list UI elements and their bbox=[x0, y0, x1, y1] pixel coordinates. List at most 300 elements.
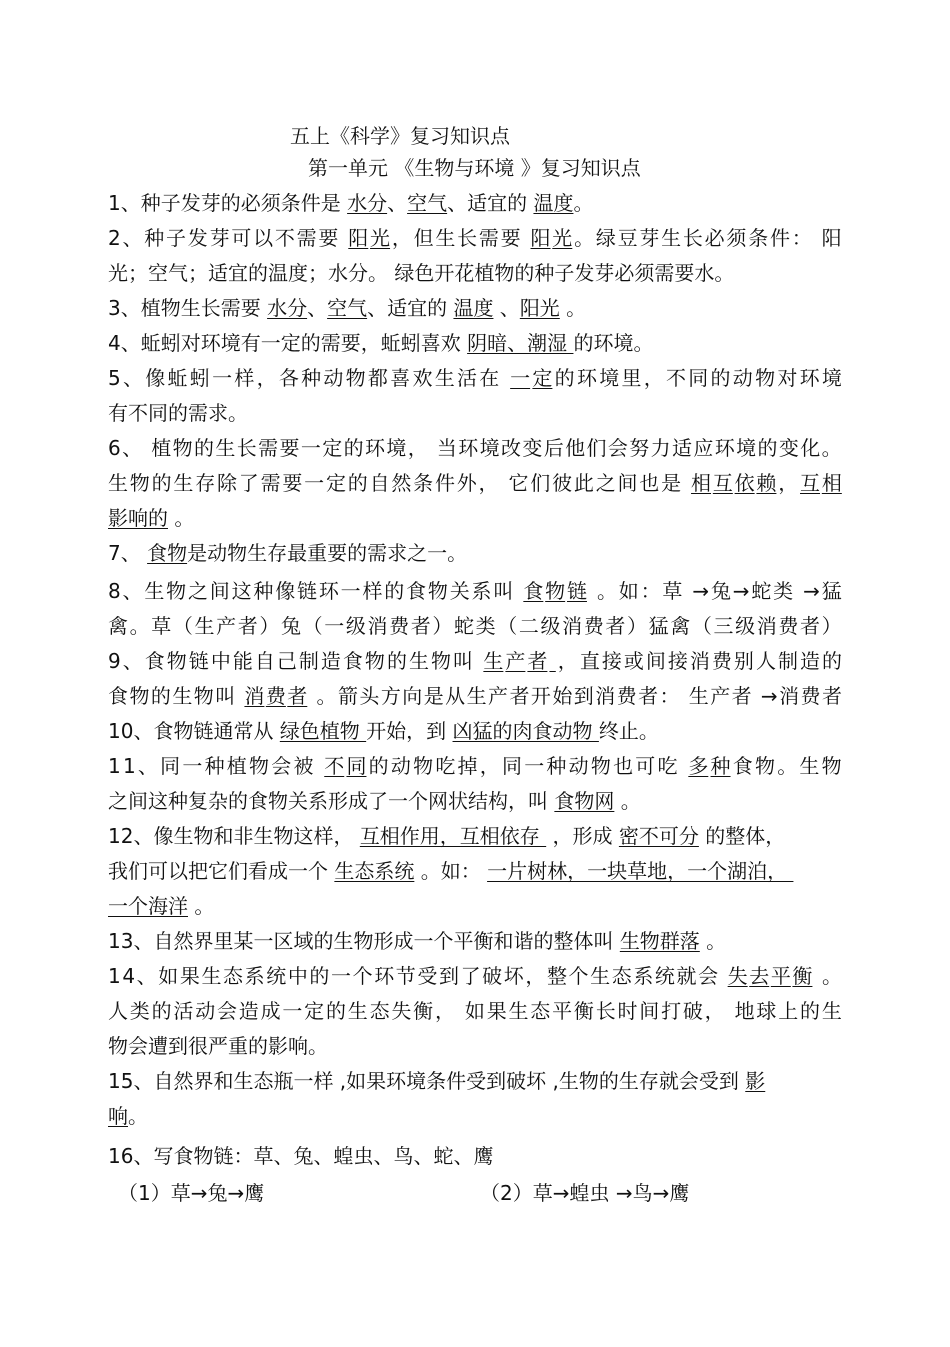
text-char: 到 bbox=[573, 684, 594, 708]
text-char: ， bbox=[407, 436, 428, 460]
text-segment: 的环境。 bbox=[573, 331, 654, 355]
text-char: 者 bbox=[237, 614, 258, 638]
text-char: 、 bbox=[122, 649, 143, 673]
answer-char: 平 bbox=[770, 964, 791, 988]
text-segment: 10、食物链通常从 bbox=[108, 719, 280, 743]
text-char: 关 bbox=[449, 579, 470, 603]
text-char: 二 bbox=[518, 614, 539, 638]
text-char: 吃 bbox=[657, 754, 678, 778]
text-char: 要 bbox=[318, 226, 339, 250]
text-line bbox=[108, 1068, 842, 1094]
text-char: 豆 bbox=[617, 226, 638, 250]
text-segment: 3、植物生长需要 bbox=[108, 296, 268, 320]
text-char: 各 bbox=[278, 366, 299, 390]
text-char: 要 bbox=[282, 471, 303, 495]
text-char: 生 bbox=[347, 999, 368, 1023]
text-char: 费 bbox=[389, 614, 410, 638]
text-char: 。 bbox=[777, 754, 798, 778]
answer-char: 相 bbox=[691, 471, 712, 495]
text-char: 变 bbox=[522, 436, 543, 460]
text-char: 环 bbox=[374, 964, 395, 988]
answer-char: 相 bbox=[821, 471, 842, 495]
text-char: 发 bbox=[187, 226, 208, 250]
text-segment: 是动物生存最重要的需求之一。 bbox=[187, 541, 468, 565]
text-char: 条 bbox=[748, 226, 769, 250]
text-char: 。 bbox=[129, 614, 150, 638]
answer-blank: 水分 bbox=[267, 296, 308, 320]
text-char: 长 bbox=[457, 226, 478, 250]
answer-char: 光 bbox=[370, 226, 391, 250]
text-segment: 。 bbox=[699, 929, 727, 953]
text-char: 的 bbox=[325, 999, 346, 1023]
text-char: 的 bbox=[151, 471, 172, 495]
text-char: （ bbox=[691, 614, 712, 638]
text-char: 级 bbox=[735, 614, 756, 638]
text-line bbox=[108, 1143, 842, 1169]
text-char: 能 bbox=[232, 649, 253, 673]
text-char bbox=[684, 578, 690, 604]
text-char: 食 bbox=[144, 649, 165, 673]
text-line bbox=[108, 683, 842, 709]
text-char: 力 bbox=[650, 436, 671, 460]
text-char: 。 bbox=[574, 226, 595, 250]
text-char: 生 bbox=[201, 964, 222, 988]
text-char: 8 bbox=[108, 579, 121, 603]
text-char bbox=[309, 683, 315, 709]
text-char: 样 bbox=[362, 579, 383, 603]
text-line bbox=[108, 998, 842, 1024]
food-chain-1: （1）草→兔→鹰 bbox=[118, 1181, 265, 1205]
text-char: 叫 bbox=[493, 579, 514, 603]
text-char: 长 bbox=[595, 999, 616, 1023]
text-char: 统 bbox=[654, 964, 675, 988]
text-char: 者 bbox=[821, 684, 842, 708]
text-char: 如 bbox=[464, 999, 485, 1023]
text-char: 、 bbox=[137, 754, 158, 778]
text-segment: 。如： bbox=[414, 859, 488, 883]
text-char: 种 bbox=[144, 226, 165, 250]
text-char: 就 bbox=[676, 964, 697, 988]
answer-char: 生 bbox=[483, 649, 504, 673]
text-char: 一 bbox=[282, 999, 303, 1023]
text-char: 从 bbox=[445, 684, 466, 708]
text-char: 的 bbox=[368, 754, 389, 778]
text-char: 生 bbox=[661, 226, 682, 250]
text-char: 定 bbox=[322, 436, 343, 460]
text-char: 2 bbox=[108, 226, 121, 250]
text-char: 的 bbox=[757, 436, 778, 460]
answer-blank: 生物群落 bbox=[619, 929, 700, 953]
answer-blank: 凶猛的肉食动物 bbox=[452, 719, 599, 743]
text-char: 如 bbox=[618, 579, 639, 603]
text-char: 费 bbox=[778, 614, 799, 638]
text-char: 定 bbox=[304, 999, 325, 1023]
text-char: 坏 bbox=[503, 964, 524, 988]
text-char: 蚓 bbox=[189, 366, 210, 390]
text-char: 环 bbox=[576, 366, 597, 390]
text-char: 的 bbox=[151, 999, 172, 1023]
text-char bbox=[753, 683, 759, 709]
text-char: 欢 bbox=[412, 366, 433, 390]
text-segment: 。 bbox=[559, 296, 587, 320]
answer-blank: 空气 bbox=[407, 191, 448, 215]
text-segment: 4、蚯蚓对环境有一定的需要，蚯蚓喜欢 bbox=[108, 331, 468, 355]
text-char: 物 bbox=[755, 366, 776, 390]
text-char: 以 bbox=[253, 226, 274, 250]
food-chain-2: （2）草→蝗虫 →鸟→鹰 bbox=[480, 1181, 690, 1205]
text-char: 长 bbox=[682, 226, 703, 250]
text-char: ， bbox=[643, 366, 664, 390]
text-line bbox=[108, 295, 842, 321]
text-char: 1 bbox=[122, 754, 136, 778]
text-line bbox=[108, 225, 842, 251]
text-char bbox=[726, 998, 732, 1024]
answer-blank: 空气 bbox=[327, 296, 368, 320]
text-char: 是 bbox=[661, 471, 682, 495]
text-char: ， bbox=[434, 999, 455, 1023]
text-char: 向 bbox=[402, 684, 423, 708]
text-char: 费 bbox=[711, 649, 732, 673]
answer-char: 一 bbox=[510, 366, 531, 390]
text-char: 一 bbox=[300, 436, 321, 460]
text-char: ） bbox=[432, 614, 453, 638]
text-char: 物 bbox=[166, 649, 187, 673]
text-char: 、 bbox=[123, 366, 143, 390]
text-char: 的 bbox=[710, 366, 731, 390]
text-char: 态 bbox=[530, 999, 551, 1023]
text-char: 9 bbox=[108, 649, 121, 673]
text-char: 的 bbox=[384, 579, 405, 603]
text-char: 、 bbox=[122, 579, 143, 603]
text-char: 物 bbox=[249, 754, 269, 778]
text-char: 掉 bbox=[457, 754, 478, 778]
text-char bbox=[502, 365, 508, 391]
text-char bbox=[515, 578, 521, 604]
text-char: 三 bbox=[713, 614, 734, 638]
text-char: 们 bbox=[586, 436, 607, 460]
text-char: 物 bbox=[193, 684, 214, 708]
text-line bbox=[108, 858, 842, 884]
text-char: 产 bbox=[710, 684, 731, 708]
text-char: 产 bbox=[488, 684, 509, 708]
text-char: 个 bbox=[352, 964, 373, 988]
text-char: （ bbox=[302, 614, 323, 638]
text-char: 境 bbox=[386, 436, 407, 460]
text-char: 会 bbox=[698, 964, 719, 988]
text-char: 境 bbox=[479, 436, 500, 460]
text-char: 生 bbox=[508, 999, 529, 1023]
text-char: ， bbox=[256, 366, 277, 390]
text-char: 节 bbox=[395, 964, 416, 988]
answer-blank: 生态系统 bbox=[334, 859, 415, 883]
text-char: 这 bbox=[231, 579, 252, 603]
text-char: 间 bbox=[639, 999, 660, 1023]
text-char bbox=[589, 578, 595, 604]
text-char: ） bbox=[259, 614, 280, 638]
text-segment: 终止。 bbox=[598, 719, 659, 743]
text-char: 境 bbox=[736, 436, 757, 460]
text-char: 。 bbox=[821, 436, 842, 460]
text-line bbox=[108, 788, 842, 814]
text-char: 条 bbox=[413, 471, 434, 495]
text-char bbox=[457, 998, 463, 1024]
text-char: 物 bbox=[821, 754, 842, 778]
text-char: 活 bbox=[456, 366, 477, 390]
text-char: 果 bbox=[486, 999, 507, 1023]
text-char: 衡 bbox=[413, 999, 434, 1023]
text-char: 需 bbox=[478, 226, 499, 250]
text-segment: 、适宜的 bbox=[447, 191, 534, 215]
text-char: 对 bbox=[777, 366, 798, 390]
text-char: 了 bbox=[460, 964, 481, 988]
text-line bbox=[108, 365, 842, 391]
answer-char: 物 bbox=[545, 579, 566, 603]
text-char: 打 bbox=[661, 999, 682, 1023]
text-char: 努 bbox=[629, 436, 650, 460]
text-segment: 开始，到 bbox=[366, 719, 453, 743]
text-char: 被 bbox=[293, 754, 314, 778]
text-char: 后 bbox=[543, 436, 564, 460]
text-char: 化 bbox=[800, 436, 821, 460]
text-char: 者 bbox=[410, 614, 431, 638]
text-char: 1 bbox=[108, 754, 121, 778]
text-char: 消 bbox=[779, 684, 800, 708]
answer-char: 互 bbox=[800, 471, 821, 495]
text-char: 物 bbox=[166, 579, 187, 603]
text-char: ， bbox=[557, 649, 578, 673]
text-char: 存 bbox=[195, 471, 216, 495]
text-char: 果 bbox=[179, 964, 200, 988]
text-line bbox=[108, 260, 842, 286]
text-char: 产 bbox=[216, 614, 237, 638]
text-char: 改 bbox=[500, 436, 521, 460]
text-char: 生 bbox=[215, 436, 236, 460]
text-char: 的 bbox=[347, 471, 368, 495]
text-char bbox=[795, 578, 801, 604]
text-char: 食 bbox=[342, 649, 363, 673]
text-char: 物 bbox=[427, 579, 448, 603]
text-char: 系 bbox=[471, 579, 492, 603]
text-char: 6 bbox=[108, 436, 121, 460]
text-char: 类 bbox=[475, 614, 496, 638]
text-char: 环 bbox=[458, 436, 479, 460]
text-char: ， bbox=[778, 471, 799, 495]
text-char: 中 bbox=[287, 964, 308, 988]
answer-char: 者 bbox=[287, 684, 308, 708]
text-char: 受 bbox=[417, 964, 438, 988]
text-char: 一 bbox=[304, 471, 325, 495]
answer-char: 阳 bbox=[348, 226, 369, 250]
text-char: 的 bbox=[150, 684, 171, 708]
text-char: 物 bbox=[754, 754, 775, 778]
text-char: 消 bbox=[689, 649, 710, 673]
answer-char: 光 bbox=[552, 226, 573, 250]
text-char: 可 bbox=[231, 226, 252, 250]
text-char: 都 bbox=[367, 366, 388, 390]
text-segment: 。 bbox=[573, 191, 594, 215]
text-char: ， bbox=[478, 471, 499, 495]
text-char: 别 bbox=[733, 649, 754, 673]
text-char: 不 bbox=[666, 366, 686, 390]
text-line bbox=[108, 470, 842, 496]
text-line bbox=[108, 648, 842, 674]
text-segment: 、 bbox=[387, 191, 408, 215]
text-char: 生 bbox=[466, 684, 487, 708]
text-segment: 。 bbox=[128, 1104, 148, 1128]
text-char: 态 bbox=[369, 999, 390, 1023]
text-char: 。 bbox=[316, 684, 337, 708]
answer-blank: 食物 bbox=[147, 541, 188, 565]
answer-char: 去 bbox=[749, 964, 770, 988]
text-char: 同 bbox=[501, 754, 522, 778]
text-char: 当 bbox=[436, 436, 457, 460]
text-char: 在 bbox=[479, 366, 500, 390]
text-char: 的 bbox=[386, 649, 407, 673]
text-char: 的 bbox=[343, 436, 364, 460]
text-segment: 、 bbox=[307, 296, 328, 320]
text-char bbox=[143, 435, 149, 461]
text-char: 是 bbox=[423, 684, 444, 708]
text-char: 始 bbox=[552, 684, 573, 708]
answer-char bbox=[549, 648, 555, 674]
text-char: 定 bbox=[325, 471, 346, 495]
text-char: 破 bbox=[482, 964, 503, 988]
text-char: 食 bbox=[732, 754, 753, 778]
text-char: 生 bbox=[434, 366, 455, 390]
text-char: 4 bbox=[122, 964, 136, 988]
text-char: 种 bbox=[301, 366, 322, 390]
text-char: 级 bbox=[540, 614, 561, 638]
text-line bbox=[108, 330, 842, 356]
text-char: 态 bbox=[611, 964, 632, 988]
text-char: 箭 bbox=[337, 684, 358, 708]
text-char: 间 bbox=[617, 471, 638, 495]
text-char: 生 bbox=[172, 684, 193, 708]
text-char: 级 bbox=[345, 614, 366, 638]
text-char: 也 bbox=[613, 754, 634, 778]
answer-blank: 密不可分 bbox=[618, 824, 699, 848]
text-char: 者 bbox=[509, 684, 530, 708]
text-char: 猛 bbox=[648, 614, 669, 638]
text-char: 但 bbox=[413, 226, 434, 250]
text-char: 生 bbox=[194, 614, 215, 638]
text-char bbox=[683, 470, 689, 496]
text-char: 接 bbox=[667, 649, 688, 673]
text-char: 动 bbox=[323, 366, 344, 390]
answer-char: 产 bbox=[505, 649, 526, 673]
answer-blank: 一片树林，一块草地，一个湖泊， bbox=[487, 859, 794, 883]
text-char: 消 bbox=[756, 614, 777, 638]
text-char: 态 bbox=[223, 964, 244, 988]
text-char: 球 bbox=[756, 999, 777, 1023]
text-char: 费 bbox=[583, 614, 604, 638]
text-char: 生 bbox=[821, 999, 842, 1023]
text-char: 、 bbox=[136, 964, 157, 988]
text-char: 上 bbox=[778, 999, 799, 1023]
text-char: 个 bbox=[568, 964, 589, 988]
text-char: 外 bbox=[456, 471, 477, 495]
text-segment: 、适宜的 bbox=[367, 296, 454, 320]
text-char: 人 bbox=[108, 999, 128, 1023]
text-char: 件 bbox=[769, 226, 790, 250]
answer-char: 不 bbox=[324, 754, 345, 778]
text-char: 间 bbox=[209, 579, 230, 603]
answer-blank: 影响的 bbox=[108, 506, 168, 530]
text-char: 费 bbox=[800, 684, 821, 708]
text-char bbox=[522, 225, 528, 251]
text-char: 造 bbox=[799, 649, 820, 673]
text-char: 环 bbox=[714, 436, 735, 460]
text-char: 生 bbox=[144, 579, 165, 603]
text-line bbox=[108, 893, 842, 919]
text-char: 像 bbox=[275, 579, 296, 603]
text-line bbox=[108, 400, 842, 426]
answer-char: 依 bbox=[734, 471, 755, 495]
text-line bbox=[108, 963, 842, 989]
text-char: 类 bbox=[773, 579, 794, 603]
text-char: 适 bbox=[671, 436, 692, 460]
answer-char: 互 bbox=[712, 471, 733, 495]
text-char: 一 bbox=[324, 614, 345, 638]
text-line bbox=[108, 540, 842, 566]
answer-blank: 食物网 bbox=[554, 789, 615, 813]
text-char: 。 bbox=[596, 579, 617, 603]
text-char: 除 bbox=[216, 471, 237, 495]
text-char bbox=[680, 753, 686, 779]
text-char: 平 bbox=[552, 999, 573, 1023]
text-char: 、 bbox=[122, 226, 143, 250]
text-char: 环 bbox=[364, 436, 385, 460]
text-char: 须 bbox=[726, 226, 747, 250]
text-char: 了 bbox=[238, 471, 259, 495]
text-char: 猛 bbox=[821, 579, 842, 603]
text-char: 变 bbox=[778, 436, 799, 460]
text-char bbox=[429, 435, 435, 461]
text-char: 消 bbox=[562, 614, 583, 638]
text-char: 样 bbox=[234, 366, 255, 390]
text-char: 制 bbox=[298, 649, 319, 673]
text-segment: 物会遭到很严重的影响。 bbox=[108, 1034, 328, 1058]
answer-char: 衡 bbox=[792, 964, 813, 988]
text-char: 食 bbox=[406, 579, 427, 603]
text-char: 生 bbox=[435, 226, 456, 250]
text-char: 生 bbox=[173, 471, 194, 495]
text-char: 系 bbox=[633, 964, 654, 988]
text-char: 地 bbox=[734, 999, 755, 1023]
text-char: 兔 bbox=[281, 614, 301, 638]
answer-blank: 阴暗、潮湿 bbox=[467, 331, 574, 355]
answer-char: 种 bbox=[710, 754, 731, 778]
answer-char: 食 bbox=[523, 579, 544, 603]
answer-char: 阳 bbox=[530, 226, 551, 250]
text-char: 境 bbox=[599, 366, 620, 390]
text-char: 失 bbox=[391, 999, 412, 1023]
text-char: 境 bbox=[821, 366, 842, 390]
text-char: 消 bbox=[367, 614, 388, 638]
text-char: 喜 bbox=[390, 366, 411, 390]
text-char: 者 bbox=[638, 684, 659, 708]
text-char: 环 bbox=[318, 579, 339, 603]
text-char: 件 bbox=[434, 471, 455, 495]
text-char: 它 bbox=[508, 471, 529, 495]
text-char: 物 bbox=[590, 754, 611, 778]
text-char: 活 bbox=[173, 999, 194, 1023]
text-char: 如 bbox=[158, 964, 179, 988]
text-segment: 1、种子发芽的必须条件是 bbox=[108, 191, 348, 215]
text-char: 生 bbox=[108, 471, 128, 495]
text-char: 或 bbox=[623, 649, 644, 673]
text-char: 叫 bbox=[215, 684, 236, 708]
